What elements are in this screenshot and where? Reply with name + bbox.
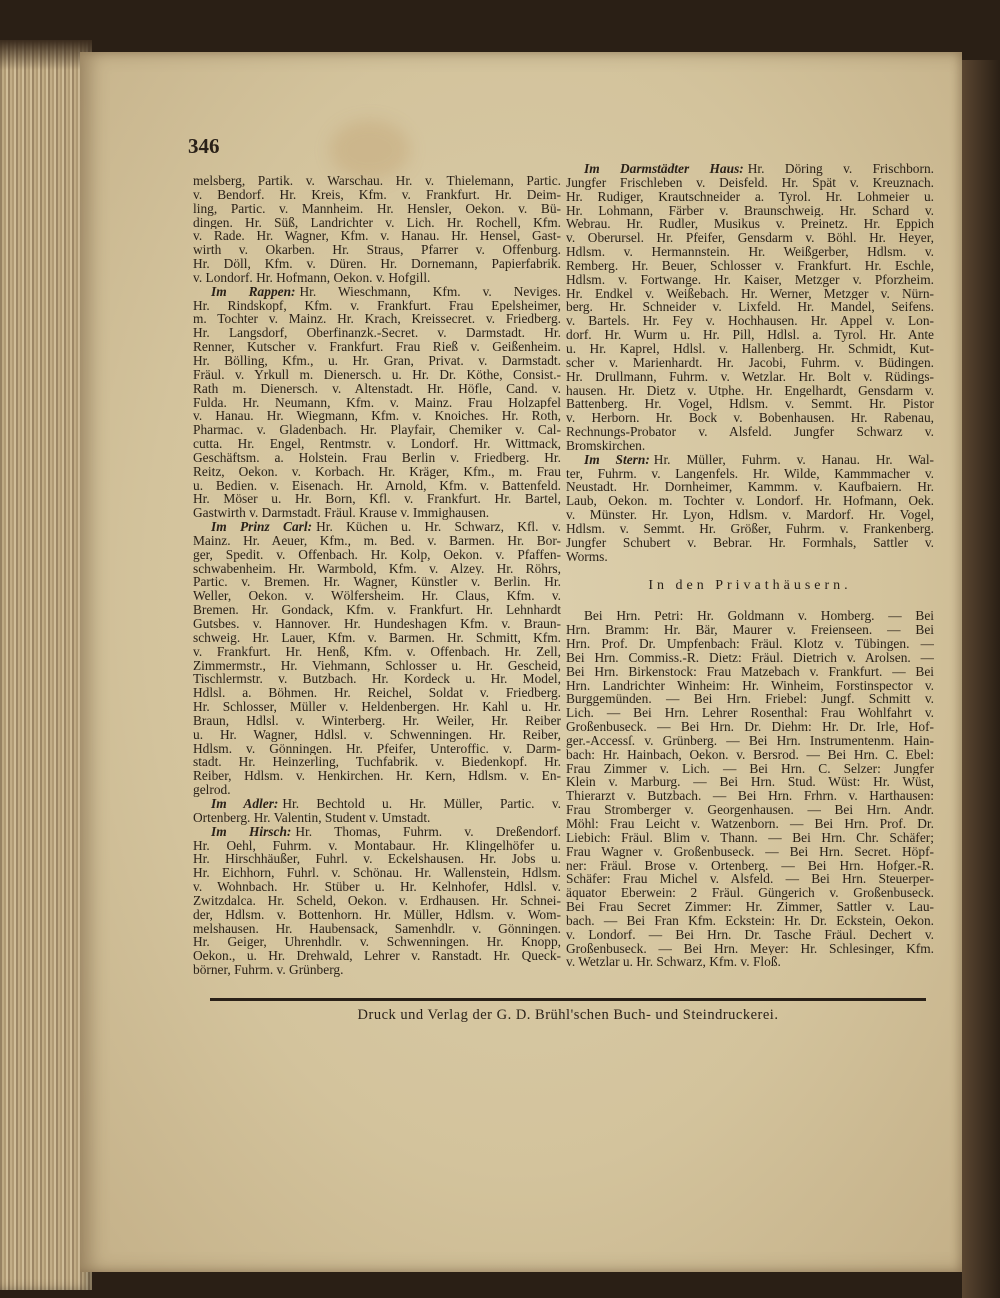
text-line [566,314,934,328]
right-column [566,162,934,969]
text-line [566,928,934,942]
inn-heading: Im Prinz Carl: [211,520,313,534]
text-line [193,312,561,326]
line-text: ner: Fräul. Brose v. Ortenberg. — Bei Hrn. Hofger.-R. [566,858,934,873]
text-line [566,425,934,439]
line-text: Hdlsl. a. Böhmen. Hr. Reichel, Soldat v. Friedberg. [193,686,561,701]
text-line [566,370,934,384]
text-line [566,411,934,425]
page-stack-edges [0,40,92,1290]
line-text: Rath m. Dienersch. v. Altenstadt. Hr. Höfle, Cand. v. [193,381,561,396]
text-line [193,243,561,257]
left-column [193,174,561,977]
text-line [566,356,934,370]
text-line [566,900,934,914]
text-line [566,955,934,969]
text-line [193,575,561,589]
line-text: Hr. Endkel v. Weißebach. Hr. Werner, Metzger v. Nürn- [566,286,934,301]
text-line [566,817,934,831]
line-text: Partic. v. Bremen. Hr. Wagner, Künstler v. Berlin. Hr. [193,575,561,590]
text-line [566,190,934,204]
text-line [193,506,561,520]
text-line [193,285,561,299]
line-text: Bei Hrn. Petri: Hr. Goldmann v. Homberg. — Bei [584,609,934,624]
line-text: Rechnungs-Probator v. Alsfeld. Jungfer Schwarz v. [566,425,934,439]
inn-heading: Im Hirsch: [211,824,292,839]
text-line [193,520,561,534]
text-line [566,162,934,176]
line-text: v. Rade. Hr. Wagner, Kfm. v. Hanau. Hr. Hensel, Gast- [193,229,561,244]
text-line [193,423,561,437]
line-text: v. Londorf. — Bei Hrn. Dr. Tasche Fräul. Dechert v. [566,927,934,942]
text-line [193,755,561,769]
text-line [193,257,561,271]
line-text: Hr. Bölling, Kfm., u. Hr. Gran, Privat. v. Darmstadt. [193,353,561,368]
line-text: Jungfer Schubert v. Bebrar. Hr. Formhals, Sattler v. [566,535,934,550]
line-text: ger, Spedit. v. Offenbach. Hr. Kolp, Oekon. v. Pfaffen- [193,547,561,562]
line-text: Remberg. Hr. Beuer, Schlosser v. Frankfurt. Hr. Eschle, [566,258,934,273]
line-text: Weller, Oekon. v. Wölfersheim. Hr. Claus, Kfm. v. [193,589,561,604]
line-text: Bei Hrn. Birkenstock: Frau Matzebach v. Frankfurt. — Bei [566,664,934,679]
line-text: Bei Hrn. Commiss.-R. Dietz: Fräul. Dietrich v. Arolsen. — [566,650,934,665]
line-text: Hr. Wieschmann, Kfm. v. Neviges. [299,284,561,299]
text-line [193,229,561,243]
text-line [193,216,561,230]
text-line [566,176,934,190]
line-text: Großenbuseck. — Bei Hrn. Dr. Diehm: Hr. Dr. Irle, Hof- [566,720,934,734]
text-line [566,217,934,231]
line-text: ling, Partic. v. Mannheim. Hr. Hensler, Oekon. v. Bü- [193,201,561,216]
inn-heading: Im Darmstädter Haus: [584,162,744,176]
text-line [193,382,561,396]
text-line [193,672,561,686]
text-line [193,908,561,922]
text-line [566,522,934,536]
line-text: v. Bartels. Hr. Fey v. Hochhausen. Hr. Appel v. Lon- [566,314,934,329]
line-text: Hr. Oehl, Fuhrm. v. Montabaur. Hr. Klingelhöfer u. [193,838,561,853]
line-text: v. Oberursel. Hr. Pfeifer, Gensdarm v. Böhl. Hr. Heyer, [566,231,934,246]
line-text: Gastwirth v. Darmstadt. Fräul. Krause v. Immighausen. [193,506,490,521]
text-line [193,174,561,188]
text-line [566,439,934,453]
line-text: Renner, Kutscher v. Frankfurt. Frau Rieß v. Geißenheim. [193,340,561,354]
line-text: u. Hr. Kaprel, Hdlsl. v. Hallenberg. Hr. Schmidt, Kut- [566,341,934,356]
line-text: Lich. — Bei Hrn. Lehrer Rosenthal: Frau Wohlfahrt v. [566,706,934,721]
text-line [566,287,934,301]
line-text: ger.-Accessſ. v. Grünberg. — Bei Hrn. Instrumentenm. Hain- [566,733,934,748]
text-line [566,789,934,803]
footer-rule [210,998,926,1001]
text-line [566,734,934,748]
line-text: u. Hr. Wagner, Hdlsl. v. Schwenningen. Hr. Reiber, [193,727,561,742]
text-line [566,397,934,411]
text-line [193,839,561,853]
line-text: Hrn. Bramm: Hr. Bär, Maurer v. Freienseen. — Bei [566,623,934,637]
text-line [193,686,561,700]
text-line [566,637,934,651]
text-line [566,623,934,637]
line-text: scher v. Marienhardt. Hr. Jacobi, Fuhrm. v. Büdingen. [566,355,934,370]
line-text: Jungfer Frischleben v. Deisfeld. Hr. Spät v. Kreuznach. [566,175,934,190]
text-line [566,480,934,494]
line-text: Hdlsm. v. Hermannstein. Hr. Weißgerber, Hdlsm. v. [566,245,934,259]
text-line [566,859,934,873]
text-line [566,508,934,522]
line-text: stadt. Hr. Heinzerling, Tuchfabrik. v. Biedenkopf. Hr. [193,755,561,770]
text-line [566,536,934,550]
line-text: Hr. Schlosser, Müller v. Heldenbergen. Hr. Kahl u. Hr. [193,700,561,714]
text-line [193,451,561,465]
line-text: Hr. Lohmann, Färber v. Braunschweig. Hr. Schard v. [566,203,934,218]
text-line [566,273,934,287]
line-text: Battenberg. Hr. Vogel, Hdlsm. v. Semmt. Hr. Pistor [566,397,934,412]
text-line [566,231,934,245]
text-line [566,706,934,720]
line-text: Zwitzdalca. Hr. Scheld, Oekon. v. Erdhausen. Hr. Schnei- [193,893,561,908]
text-line [193,396,561,410]
text-line [566,872,934,886]
line-text: Hrn. Prof. Dr. Umpfenbach: Fräul. Klotz v. Tübingen. — [566,637,934,651]
line-text: Neustadt. Hr. Dornheimer, Kammm. v. Kaufbaiern. Hr. [566,480,934,495]
page-stack-shadow [0,40,92,70]
line-text: äquator Eberwein: 2 Fräul. Güngerich v. Großenbuseck. [566,886,934,901]
line-text: der, Hdlsm. v. Bottenhorn. Hr. Müller, Hdlsm. v. Wom- [193,907,561,922]
line-text: Hdlsm. v. Fortwange. Hr. Kaiser, Metzger v. Pforzheim. [566,272,934,287]
line-text: v. Bendorf. Hr. Kreis, Kfm. v. Frankfurt. Hr. Deim- [193,187,561,202]
line-text: Hr. Müller, Fuhrm. v. Hanau. Hr. Wal- [653,452,934,467]
line-text: Hr. Hirschhäußer, Fuhrl. v. Eckelshausen. Hr. Jobs u. [193,852,561,867]
text-line [193,659,561,673]
line-text: bach: Hr. Hainbach, Oekon. v. Bersrod. — Bei Hrn. C. Ebel: [566,747,934,762]
text-line [193,299,561,313]
text-line [566,328,934,342]
text-line [566,845,934,859]
text-line [193,769,561,783]
line-text: Hr. Eichhorn, Fuhrl. v. Schönau. Hr. Wallenstein, Hdlsm. [193,866,561,881]
line-text: börner, Fuhrm. v. Grünberg. [193,963,344,977]
line-text: v. Herborn. Hr. Bock v. Bobenhausen. Hr. Rabenau, [566,411,934,426]
line-text: v. Wohnbach. Hr. Stüber u. Hr. Kelnhofer, Hdlsl. v. [193,880,561,894]
text-line [193,368,561,382]
line-text: Hr. Drullmann, Fuhrm. v. Wetzlar. Hr. Bolt v. Rüdings- [566,369,934,384]
line-text: Pharmac. v. Gladenbach. Hr. Playfair, Chemiker v. Cal- [193,423,561,438]
line-text: Laub, Oekon. m. Tochter v. Londorf. Hr. Hofmann, Oek. [566,494,934,509]
text-line [566,942,934,956]
text-line [193,700,561,714]
text-line [193,409,561,423]
line-text: Thierarzt v. Butzbach. — Bei Hrn. Frhrn. v. Harthausen: [566,789,934,804]
line-text: Zimmermstr., Hr. Viehmann, Schlosser u. Hr. Gescheid, [193,658,561,673]
line-text: hausen. Hr. Dietz v. Utphe. Hr. Engelhardt, Gensdarm v. [566,383,934,398]
line-text: Hr. Langsdorf, Oberfinanzk.-Secret. v. Darmstadt. Hr. [193,326,561,341]
text-line [566,748,934,762]
line-text: Liebich: Fräul. Blim v. Thann. — Bei Hrn. Chr. Schäfer; [566,830,934,845]
line-text: Fulda. Hr. Neumann, Kfm. v. Mainz. Frau Holzapfel [193,395,561,410]
text-line [566,914,934,928]
line-text: Geschäftsm. a. Holstein. Frau Berlin v. Friedberg. Hr. [193,450,561,465]
text-line [193,603,561,617]
text-line [566,467,934,481]
line-text: melshausen. Hr. Haubensack, Samenhdlr. v. Gönningen. [193,921,561,936]
line-text: Großenbuseck. — Bei Hrn. Meyer: Hr. Schlesinger, Kfm. [566,941,934,956]
text-line [566,692,934,706]
line-text: schweig. Hr. Lauer, Kfm. v. Barmen. Hr. Schmitt, Kfm. [193,630,561,645]
text-line [193,963,561,977]
text-line [193,562,561,576]
text-line [193,949,561,963]
printer-imprint: Druck und Verlag der G. D. Brühl'schen Buch- und Steindruckerei. [357,1007,779,1023]
text-line [193,797,561,811]
line-text: Hr. Bechtold u. Hr. Müller, Partic. v. [282,796,561,811]
section-title: In den Privathäusern. [648,578,852,594]
line-text: Braun, Hdlsl. v. Winterberg. Hr. Weiler, Hr. Reiber [193,713,561,728]
line-text: Hr. Rindskopf, Kfm. v. Frankfurt. Frau Epelsheimer, [193,298,561,313]
line-text: Hdlsm. v. Semmt. Hr. Größer, Fuhrm. v. Frankenberg. [566,521,934,536]
line-text: v. Londorf. Hr. Hofmann, Oekon. v. Hofgill. [193,270,431,285]
text-line [566,720,934,734]
line-text: m. Tochter v. Mainz. Hr. Krach, Kreissecret. v. Friedberg. [193,312,561,327]
text-line [566,259,934,273]
text-line [566,384,934,398]
line-text: Hr. Döll, Kfm. v. Düren. Hr. Dornemann, Papierfabrik. [193,257,561,271]
text-line [566,342,934,356]
line-text: melsberg, Partik. v. Warschau. Hr. v. Thielemann, Partic. [193,174,561,188]
text-line [193,479,561,493]
text-line [566,204,934,218]
text-line [193,742,561,756]
line-text: Burggemünden. — Bei Hrn. Friebel: Jungf. Schmitt v. [566,692,934,707]
paper-stain [330,120,410,180]
text-line [193,354,561,368]
text-line [193,631,561,645]
line-text: Fräul. v. Yrkull m. Dienersch. u. Hr. Dr. Köthe, Consist.- [193,367,561,382]
line-text: Hr. Geiger, Uhrenhdlr. v. Schwenningen. Hr. Knopp, [193,935,561,950]
text-line [193,714,561,728]
text-line [193,852,561,866]
text-line [566,609,934,623]
text-line [193,271,561,285]
line-text: Hr. Küchen u. Hr. Schwarz, Kfl. v. [316,520,561,534]
inn-heading: Im Rappen: [211,284,296,299]
text-line [193,825,561,839]
line-text: v. Frankfurt. Hr. Henß, Kfm. v. Offenbach. Hr. Zell, [193,644,561,659]
line-text: Möhl: Frau Leicht v. Watzenborn. — Bei Hrn. Prof. Dr. [566,816,934,831]
line-text: Frau Wagner v. Großenbuseck. — Bei Hrn. Secret. Höpf- [566,844,934,859]
text-line [193,728,561,742]
text-line [566,775,934,789]
line-text: Oekon., u. Hr. Drehwald, Lehrer v. Ranstadt. Hr. Queck- [193,949,561,964]
text-line [566,453,934,467]
text-line [566,245,934,259]
line-text: Worms. [566,549,608,564]
text-line [193,202,561,216]
text-line [193,866,561,880]
page-number: 346 [188,134,220,158]
line-text: Frau Zimmer v. Lich. — Bei Hrn. C. Selzer: Jungfer [566,761,934,776]
text-line [193,935,561,949]
line-text: Hr. Döring v. Frischborn. [747,162,934,176]
line-text: wirth v. Okarben. Hr. Straus, Pfarrer v. Offenburg. [193,243,561,258]
line-text: dorf. Hr. Wurm u. Hr. Pill, Hdlsl. a. Tyrol. Hr. Ante [566,328,934,342]
text-line [566,762,934,776]
line-text: Hr. Möser u. Hr. Born, Kfl. v. Frankfurt. Hr. Bartel, [193,492,561,507]
line-text: v. Wetzlar u. Hr. Schwarz, Kfm. v. Floß. [566,955,781,970]
line-text: v. Münster. Hr. Lyon, Hdlsm. v. Mardorf. Hr. Vogel, [566,508,934,522]
line-text: Bei Frau Secret Zimmer: Hr. Zimmer, Sattler v. Lau- [566,900,934,914]
line-text: Hr. Thomas, Fuhrm. v. Dreßendorf. [295,824,561,839]
line-text: Klein v. Marburg. — Bei Hrn. Stud. Wüst: Hr. Wüst, [566,775,934,790]
text-line [193,465,561,479]
line-text: bach. — Bei Fran Kfm. Eckstein: Hr. Dr. Eckstein, Oekon. [566,913,934,928]
text-line [193,645,561,659]
line-text: Hr. Rudiger, Krautschneider a. Tyrol. Hr. Lohmeier u. [566,189,934,204]
text-line [566,886,934,900]
line-text: dingen. Hr. Süß, Landrichter v. Lich. Hr. Rochell, Kfm. [193,215,561,230]
line-text: Reitz, Oekon. v. Korbach. Hr. Kräger, Kfm., m. Frau [193,464,561,479]
text-line [193,188,561,202]
line-text: Webrau. Hr. Rudler, Musikus v. Preinetz. Hr. Eppich [566,217,934,232]
text-line [193,894,561,908]
text-line [193,437,561,451]
line-text: Frau Stromberger v. Georgenhausen. — Bei Hrn. Andr. [566,803,934,817]
text-line [566,831,934,845]
text-line [566,803,934,817]
text-line [566,300,934,314]
line-text: gelrod. [193,783,231,797]
line-text: Bromskirchen. [566,438,646,453]
line-text: Gutsbes. v. Hannover. Hr. Hundeshagen Kfm. v. Braun- [193,617,561,631]
line-text: v. Hanau. Hr. Wiegmann, Kfm. v. Knoiches. Hr. Roth, [193,409,561,424]
line-text: Reiber, Hdlsm. v. Henkirchen. Hr. Kern, Hdlsm. v. En- [193,769,561,784]
inn-heading: Im Stern: [584,452,650,467]
text-line [566,550,934,564]
text-line [193,326,561,340]
line-text: Tischlermstr. v. Butzbach. Hr. Kordeck u. Hr. Model, [193,672,561,687]
line-text: Hrn. Landrichter Winheim: Hr. Winheim, Forstinspector v. [566,678,934,693]
line-text: u. Bedien. v. Eisenach. Hr. Arnold, Kfm. v. Battenfeld. [193,478,561,493]
inn-heading: Im Adler: [211,796,279,811]
line-text: Hdlsm. v. Gönningen. Hr. Pfeifer, Unteroffic. v. Darm- [193,741,561,756]
line-text: ter, Fuhrm. v. Langenfels. Hr. Wilde, Kammmacher v. [566,466,934,481]
line-text: Schäfer: Frau Michel v. Alsfeld. — Bei Hrn. Steuerper- [566,872,934,887]
line-text: cutta. Hr. Engel, Rentmstr. v. Londorf. Hr. Wittmack, [193,437,561,451]
text-line [193,492,561,506]
line-text: Bremen. Hr. Gondack, Kfm. v. Frankfurt. Hr. Lehnhardt [193,603,561,617]
text-line [193,534,561,548]
text-line [193,880,561,894]
text-line [193,548,561,562]
line-text: berg. Hr. Schneider v. Lixfeld. Hr. Mandel, Seifens. [566,300,934,315]
line-text: Mainz. Hr. Aeuer, Kfm., m. Bed. v. Barmen. Hr. Bor- [193,533,561,548]
text-line [193,783,561,797]
text-line [193,340,561,354]
text-line [193,811,561,825]
text-line [193,617,561,631]
line-text: schwabenheim. Hr. Warmbold, Kfm. v. Alzey. Hr. Röhrs, [193,561,561,576]
text-line [566,665,934,679]
text-line [193,589,561,603]
text-line [566,494,934,508]
book-spine-edge [962,60,1000,1298]
text-line [566,651,934,665]
text-line [193,922,561,936]
text-line [566,679,934,693]
line-text: Ortenberg. Hr. Valentin, Student v. Umstadt. [193,810,431,825]
